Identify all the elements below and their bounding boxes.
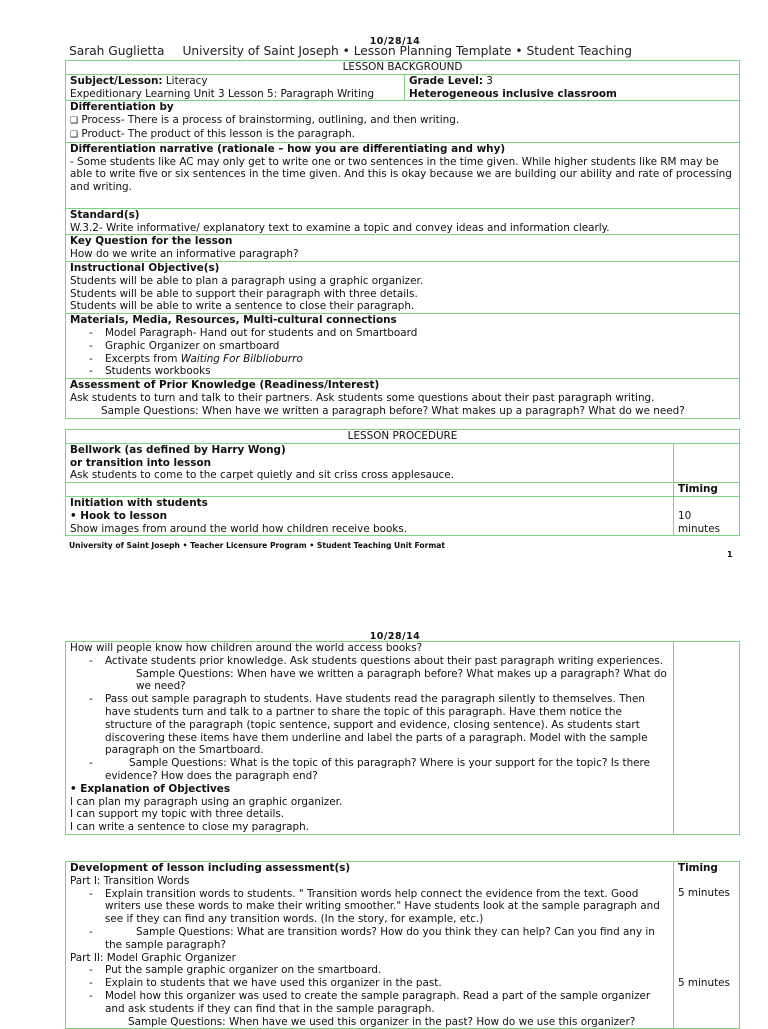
objectives-cell	[66, 261, 740, 313]
development-table	[65, 861, 740, 1029]
grade-cell	[405, 74, 740, 101]
sample-questions: Sample Questions: When have we used this organizer in the past? How do we use this organizer?	[128, 1015, 636, 1028]
lesson-procedure-table	[65, 429, 740, 536]
materials-cell	[66, 314, 740, 379]
book-title: Waiting For Bilblioburro	[180, 352, 303, 365]
subject-value: Literacy	[165, 74, 208, 87]
narrative-text: - Some students like AC may only get to write one or two sentences in the time given. While higher students like RM may be able to write five or six sentences in the time given. And this is okay because we are building our ability and rate of processing and writing.	[70, 155, 732, 194]
intro-question: How will people know how children around the world access books?	[70, 642, 423, 654]
bellwork-cell	[66, 443, 674, 482]
program-title: University of Saint Joseph • Lesson Planning Template • Student Teaching	[182, 44, 632, 58]
differentiation-cell	[66, 101, 740, 142]
checkbox-icon: ❑	[70, 116, 79, 127]
part2-title: Part II: Model Graphic Organizer	[70, 951, 236, 964]
document-header	[69, 45, 632, 58]
list-item: - Sample Questions: What are transition words? How do you think they can help? Can you find any in the sample paragraph?	[70, 926, 669, 952]
initiation-label: Initiation with students	[70, 496, 208, 509]
list-item: - Sample Questions: What is the topic of this paragraph? Where is your support for the topic? Is there evidence? How does the paragraph end?	[70, 757, 669, 783]
list-item: - Model how this organizer was used to create the sample paragraph. Read a part of the sample organizer and ask students if they can find that in the sample paragraph.	[70, 990, 669, 1016]
prior-questions: Sample Questions: When have we written a paragraph before? What makes up a paragraph? What do we need?	[101, 404, 685, 417]
prior-knowledge-cell	[66, 379, 740, 418]
material-item: - Graphic Organizer on smartboard	[70, 340, 735, 353]
narrative-cell	[66, 142, 740, 208]
initiation-cell	[66, 496, 674, 535]
page-footer: University of Saint Joseph • Teacher Licensure Program • Student Teaching Unit Format	[69, 541, 446, 550]
section-title: LESSON BACKGROUND	[66, 61, 740, 75]
key-question-label: Key Question for the lesson	[70, 235, 233, 248]
material-item: - Students workbooks	[70, 365, 735, 378]
hook-label: • Hook to lesson	[70, 509, 167, 522]
classroom-type: Heterogeneous inclusive classroom	[409, 87, 617, 100]
development-label: Development of lesson including assessment(s)	[70, 862, 351, 874]
subject-cell	[66, 74, 405, 101]
bellwork-text: Ask students to come to the carpet quietly and sit criss cross applesauce.	[70, 469, 454, 482]
objective-item: Students will be able to plan a paragraph using a graphic organizer.	[70, 274, 424, 287]
list-item: - Put the sample graphic organizer on the smartboard.	[70, 964, 669, 977]
author-name: Sarah Guglietta	[69, 44, 165, 58]
bellwork-label-2: or transition into lesson	[70, 456, 212, 469]
explanation-item: I can write a sentence to close my paragraph.	[70, 821, 309, 834]
part2-timing: 5 minutes	[678, 976, 730, 989]
narrative-label: Differentiation narrative (rationale – how you are differentiating and why)	[70, 142, 506, 155]
objectives-label: Instructional Objective(s)	[70, 261, 220, 274]
standard-label: Standard(s)	[70, 208, 140, 221]
page-date: 10/28/14	[369, 631, 421, 642]
page-date: 10/28/14	[369, 36, 421, 47]
differentiation-item: Process- There is a process of brainstorming, outlining, and then writing.	[81, 114, 460, 127]
objective-item: Students will be able to support their paragraph with three details.	[70, 287, 418, 300]
differentiation-label: Differentiation by	[70, 101, 174, 114]
materials-label: Materials, Media, Resources, Multi-cultural connections	[70, 314, 397, 327]
activation-list	[70, 655, 669, 783]
bellwork-label: Bellwork (as defined by Harry Wong)	[70, 443, 286, 456]
list-item: - Activate students prior knowledge. Ask students questions about their past paragraph writing experiences. Sample Questions: When have we written a paragraph before? What makes up a paragraph? What do we need?	[70, 655, 669, 693]
list-item: - Explain to students that we have used this organizer in the past.	[70, 977, 669, 990]
part2-list	[70, 964, 669, 1015]
grade-value: 3	[486, 74, 493, 87]
checkbox-icon: ❑	[70, 129, 79, 140]
material-item	[70, 353, 735, 366]
timing-header: Timing	[674, 483, 740, 497]
differentiation-item: Product- The product of this lesson is the paragraph.	[81, 127, 356, 140]
list-item: - Pass out sample paragraph to students. Have students read the paragraph silently to themselves. Then have students turn and talk to a partner to share the topic of this paragraph. Have them notice the structure of the paragraph (topic sentence, support and evidence, closing sentence). As students start discovering these items have them underline and label the parts of a paragraph. Model with the sample paragraph on the Smartboard.	[70, 693, 669, 757]
grade-label: Grade Level:	[409, 74, 483, 87]
subject-detail: Expeditionary Learning Unit 3 Lesson 5: Paragraph Writing	[70, 87, 375, 100]
part1-title: Part I: Transition Words	[70, 874, 190, 887]
page-number: 1	[727, 550, 733, 559]
explanation-item: I can plan my paragraph using an graphic organizer.	[70, 795, 343, 808]
development-cell	[66, 862, 674, 1029]
prior-text: Ask students to turn and talk to their partners. Ask students some questions about their past paragraph writing.	[70, 391, 655, 404]
timing-header: Timing	[678, 862, 718, 874]
explanation-label: • Explanation of Objectives	[70, 782, 231, 795]
part1-list	[70, 888, 669, 952]
sample-questions: Sample Questions: When have we written a paragraph before? What makes up a paragraph? What do we need?	[136, 667, 667, 693]
material-prefix: Excerpts from	[105, 352, 181, 365]
materials-list	[70, 327, 735, 378]
continuation-table	[65, 641, 740, 835]
standard-text: W.3.2- Write informative/ explanatory text to examine a topic and convey ideas and information clearly.	[70, 221, 610, 234]
prior-label: Assessment of Prior Knowledge (Readiness/Interest)	[70, 379, 380, 392]
subject-label: Subject/Lesson:	[70, 74, 163, 87]
section-title: LESSON PROCEDURE	[66, 430, 740, 444]
material-item: - Model Paragraph- Hand out for students and on Smartboard	[70, 327, 735, 340]
hook-text: Show images from around the world how children receive books.	[70, 522, 408, 535]
key-question-text: How do we write an informative paragraph?	[70, 248, 299, 261]
lesson-background-table	[65, 60, 740, 419]
standard-cell	[66, 208, 740, 235]
objective-item: Students will be able to write a sentence to close their paragraph.	[70, 300, 415, 313]
key-question-cell	[66, 235, 740, 262]
explanation-item: I can support my topic with three details.	[70, 808, 285, 821]
development-timing	[674, 862, 740, 1029]
list-item: - Explain transition words to students. " Transition words help connect the evidence from the text. Good writers use these words to make their writing smoother." Have students look at the sample paragraph and see if they can find any transition words. (In the story, for example, etc.)	[70, 888, 669, 926]
part1-timing: 5 minutes	[678, 886, 730, 899]
activation-cell	[66, 642, 674, 835]
hook-timing: 10 minutes	[674, 496, 740, 535]
